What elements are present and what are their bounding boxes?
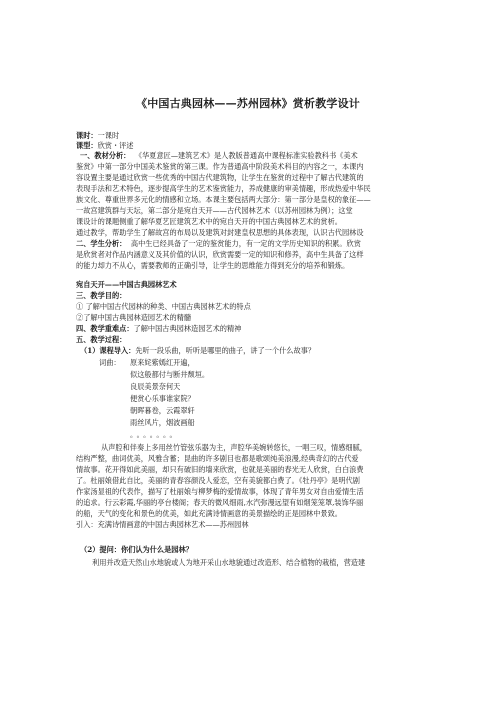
question-heading: （2）提问：你们认为什么是园林？: [80, 545, 193, 554]
lesson-type: 课型：欣赏・评述: [76, 141, 134, 150]
paragraph-line: 的能力却力不从心，需要教师的正确引导，让学生的思维能力得到充分的培养和锻炼。: [76, 261, 350, 270]
paragraph-line: 通过教学，帮助学生了解故宫的布局以及建筑对封建皇权思想的具体表现，认识古代园林设: [76, 228, 364, 237]
paragraph-line: 表现手法和艺术特色，逐步提高学生的艺术鉴赏能力，养成健康的审美情趣，形成热爱中华民: [76, 184, 371, 193]
student-analysis: 二、学生分析： 高中生已经具备了一定的鉴赏能力，有一定的文学历史知识的积累。欣赏: [76, 239, 361, 248]
paragraph-line: 结构严整，曲词优美，风雅含蓄；昆曲的许多剧目也都是歌颂纯美浪漫,经典奇幻的古代爱: [76, 454, 359, 463]
poem-line: 良辰美景奈何天: [130, 382, 181, 391]
paragraph-line: 族文化、尊重世界多元化的情感和立场。本课主要包括两大部分：第一部分是皇权的象征——: [76, 195, 371, 204]
section-heading: 三、教学目的：: [76, 291, 127, 300]
poem-line: 。。。。。。。: [130, 430, 180, 439]
paragraph-line: 作家汤显祖的代表作，描写了杜丽娘与柳梦梅的爱情故事，体现了青年男女对自由爱情生活: [76, 487, 364, 496]
list-item: ① 了解中国古代园林的种类、中国古典园林艺术的特点: [76, 302, 251, 311]
poem-line: 雨丝风片，烟波画船: [130, 418, 195, 427]
poem-line: 朝晖暮卷，云霞翠轩: [130, 406, 195, 415]
course-intro: （1）课程导入：先听一段乐曲，听听是哪里的曲子，讲了一个什么故事？: [80, 346, 316, 355]
paragraph-line: 了。杜丽娘借此自比，美丽的青春容颜没人爱恋，空有美貌都白费了。《牡丹亭》是明代剧: [76, 476, 360, 485]
paragraph-line: 鉴赏》中第一部分中国美术鉴赏的第三课。作为普通高中阶段美术科目的内容之一，本课内: [76, 162, 364, 171]
paragraph-line: 引入：充满诗情画意的中国古典园林艺术——苏州园林: [76, 520, 249, 529]
paragraph-line: 是欣赏者对作品内涵意义及其价值的认识，欣赏需要一定的知识和修养，高中生具备了这样: [76, 250, 364, 259]
paragraph-line: 从声腔和伴奏上多用丝竹管弦乐器为主，声腔华美婉转悠长，一唱三叹，情感细腻，: [101, 443, 367, 452]
poem-label: 词曲：: [99, 358, 121, 367]
paragraph-line: 课设计的课题侧重了解华夏艺匠建筑艺术中的宛自天开的中国古典园林艺术的赏析。: [76, 217, 342, 226]
textbook-analysis: 一、教材分析： 《华夏意匠—建筑艺术》是人教版普通高中课程标准实验教科书《美术: [80, 151, 358, 160]
paragraph-line: 的追求。行云彩霞,华丽的亭台楼阁；春天的微风细雨,水汽弥漫远望有如烟笼笼罩,装饰华丽: [76, 498, 364, 507]
paragraph-line: 一故宫建筑群与天坛，第二部分是宛自天开——古代园林艺术（以苏州园林为例）；这堂: [76, 206, 353, 215]
poem-line: 便赏心乐事谁家院？: [130, 394, 195, 403]
lesson-hours: 课时：一课时: [76, 131, 120, 140]
list-item: ②了解中国古典园林造园艺术的精髓: [76, 313, 192, 322]
section-heading: 五、教学过程：: [76, 335, 127, 344]
key-points: 四、教学重难点：了解中国古典园林造园艺术的精神: [76, 324, 242, 333]
paragraph-line: 利用并改造天然山水地貌或人为地开采山水地貌通过改造形、结合植物的栽植，营造建: [92, 558, 366, 567]
page-title: 《中国古典园林——苏州园林》赏析教学设计: [136, 97, 360, 110]
section-heading: 宛自天开——中国古典园林艺术: [76, 280, 177, 289]
paragraph-line: 的船，天气的变化和景色的优美，如此充满诗情画意的美景描绘的正是园林中景致。: [76, 509, 342, 518]
paragraph-line: 情故事。花开得如此美丽，却只有破旧的墙来欣赏，也就是美丽的春光无人欣赏，白白浪费: [76, 465, 364, 474]
poem-line: 似这般都付与断井颓垣。: [130, 370, 210, 379]
poem-line: 原来姹紫嫣红开遍，: [130, 358, 195, 367]
paragraph-line: 容设置主要是通过欣赏一些优秀的中国古代建筑物，让学生在鉴赏的过程中了解古代建筑的: [76, 173, 364, 182]
